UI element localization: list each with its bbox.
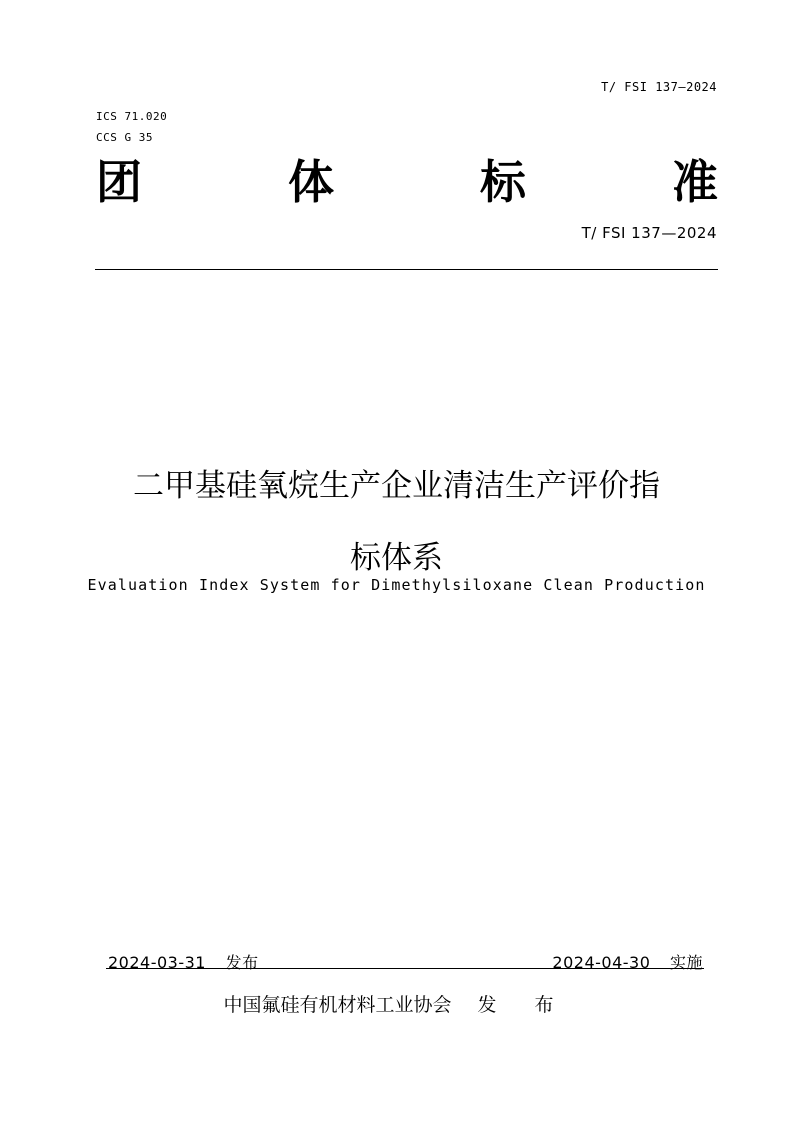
document-title-english: Evaluation Index System for Dimethylsiloxane Clean Production [87,576,706,594]
publish-date-block [108,950,259,973]
headline-char-3: 标 [480,155,526,209]
title-line-2: 标体系 [350,540,443,576]
document-title-chinese [80,450,713,594]
publish-label: 发布 [225,953,259,972]
headline-char-4: 准 [672,155,718,209]
standard-type-headline [96,152,718,212]
publisher-suffix: 发 布 [477,994,570,1016]
implement-label: 实施 [669,953,703,972]
publish-date: 2024-03-31 [108,953,206,972]
header-divider [95,269,718,270]
date-divider [106,968,704,969]
publisher-name: 中国氟硅有机材料工业协会 [223,994,452,1016]
implement-date: 2024-04-30 [552,953,651,972]
ics-code: ICS 71.020 [96,110,168,123]
headline-char-2: 体 [288,155,334,209]
ccs-code: CCS G 35 [96,131,153,144]
top-standard-code: T/ FSI 137—2024 [601,80,717,94]
publisher-line [0,990,793,1017]
title-line-1: 二甲基硅氧烷生产企业清洁生产评价指 [133,468,660,504]
headline-char-1: 团 [96,155,142,209]
implement-date-block [552,950,703,973]
standard-number: T/ FSI 137—2024 [581,224,717,242]
